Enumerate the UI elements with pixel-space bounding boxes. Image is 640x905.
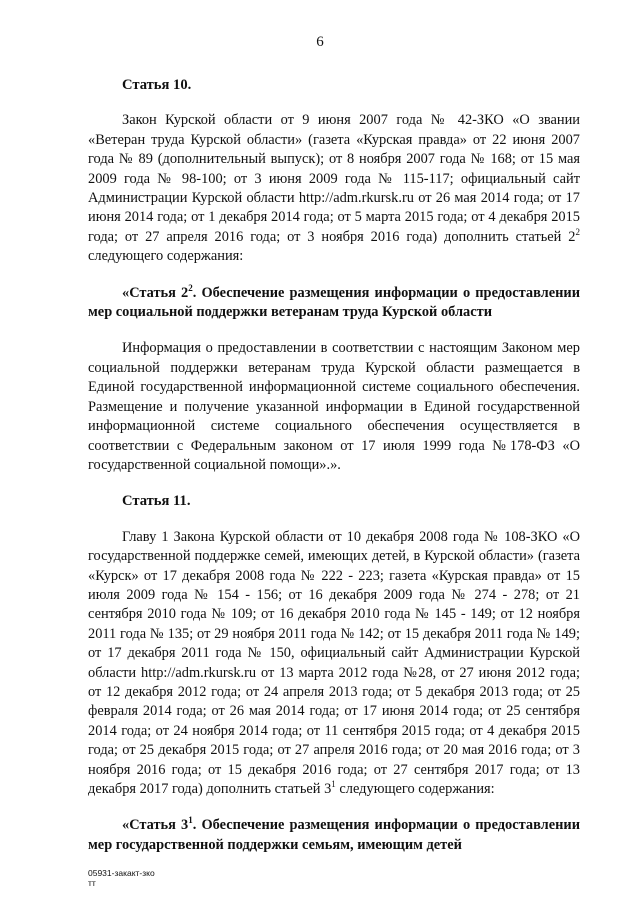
article-3-1-title — [88, 816, 580, 855]
article-10-paragraph-text: Закон Курской области от 9 июня 2007 года № 42-ЗКО «О звании «Ветеран труда Курской области» (газета «Курская правда» от 22 июня 2007 года № 89 (дополнительный выпуск); от 8 ноября 2007 года № 168; от 15 мая 2009 года № 98-100; от 3 июня 2009 года № 115-117; официальный сайт Администрации Курской области http://adm.rkursk.ru от 26 мая 2014 года; от 17 июня 2014 года; от 1 декабря 2014 года; от 5 марта 2015 года; от 4 декабря 2015 года; от 27 апреля 2016 года; от 3 ноября 2016 года) дополнить статьей — [88, 112, 580, 245]
article-3-1-title-superscript: 1 — [188, 815, 193, 826]
article-2-2-body: Информация о предоставлении в соответствии с настоящим Законом мер социальной поддержки ветеранам труда Курской области размещается в Единой государственной информационной системе социального обеспечения. Размещение и получение указанной информации в Единой государственной информационной системе социального обеспечения осуществляется в соответствии с Федеральным законом от 17 июля 1999 года №178-ФЗ «О государственной социальной помощи».». — [88, 340, 580, 473]
article-11-paragraph-superscript: 1 — [331, 779, 336, 789]
article-10-paragraph — [88, 111, 580, 266]
footer-document-code: 05931-закакт-зко — [88, 868, 155, 878]
article-11-heading: Статья 11. — [122, 493, 191, 510]
article-2-2-title-text: . Обеспечение размещения информации о предоставлении мер социальной поддержки ветеранам труда Курской области — [88, 284, 580, 321]
document-footer — [88, 868, 155, 888]
document-body — [88, 76, 580, 872]
article-2-2-title — [88, 284, 580, 323]
article-2-2-title-prefix: «Статья 2 — [122, 284, 189, 301]
article-10-paragraph-superscript: 2 — [575, 226, 580, 237]
article-3-1-title-text: . Обеспечение размещения информации о предоставлении мер государственной поддержки семьям, имеющим детей — [88, 817, 580, 853]
article-11-paragraph-end: следующего содержания: — [339, 781, 495, 797]
article-10-paragraph-end: следующего содержания: — [88, 248, 244, 265]
article-11-paragraph-article-number: 3 — [324, 781, 332, 797]
article-3-1-title-prefix: «Статья 3 — [122, 817, 189, 834]
article-2-2-title-superscript: 2 — [188, 282, 193, 293]
article-11-paragraph-text: Главу 1 Закона Курской области от 10 декабря 2008 года № 108-ЗКО «О государственной поддержке семей, имеющих детей, в Курской области» (газета «Курск» от 17 декабря 2008 года № 222 - 223; газета «Курская правда» от 15 июля 2009 года № 154 - 156; от 16 декабря 2009 года № 274 - 278; от 21 сентября 2010 года № 109; от 16 декабря 2010 года № 145 - 149; от 12 ноября 2011 года № 135; от 29 ноября 2011 года № 142; от 15 декабря 2011 года № 149; от 17 декабря 2011 года № 150, официальный сайт Администрации Курской области http://adm.rkursk.ru от 13 марта 2012 года №28, от 27 июня 2012 года; от 12 декабря 2012 года; от 24 апреля 2013 года; от 5 декабря 2013 года; от 25 февраля 2014 года; от 26 мая 2014 года; от 17 июня 2014 года; от 25 сентября 2014 года; от 24 ноября 2014 года; от 11 сентября 2015 года; от 4 декабря 2015 года; от 25 декабря 2015 года; от 27 апреля 2016 года; от 20 мая 2016 года; от 3 ноября 2016 года; от 15 декабря 2016 года; от 27 сентября 2017 года; от 13 декабря 2017 года) дополнить статьей — [88, 528, 580, 797]
article-11-paragraph — [88, 528, 580, 800]
article-10-paragraph-article-number: 2 — [568, 228, 576, 245]
page-number: 6 — [316, 34, 324, 50]
article-10-heading: Статья 10. — [122, 77, 192, 93]
footer-initials: тт — [88, 878, 96, 888]
